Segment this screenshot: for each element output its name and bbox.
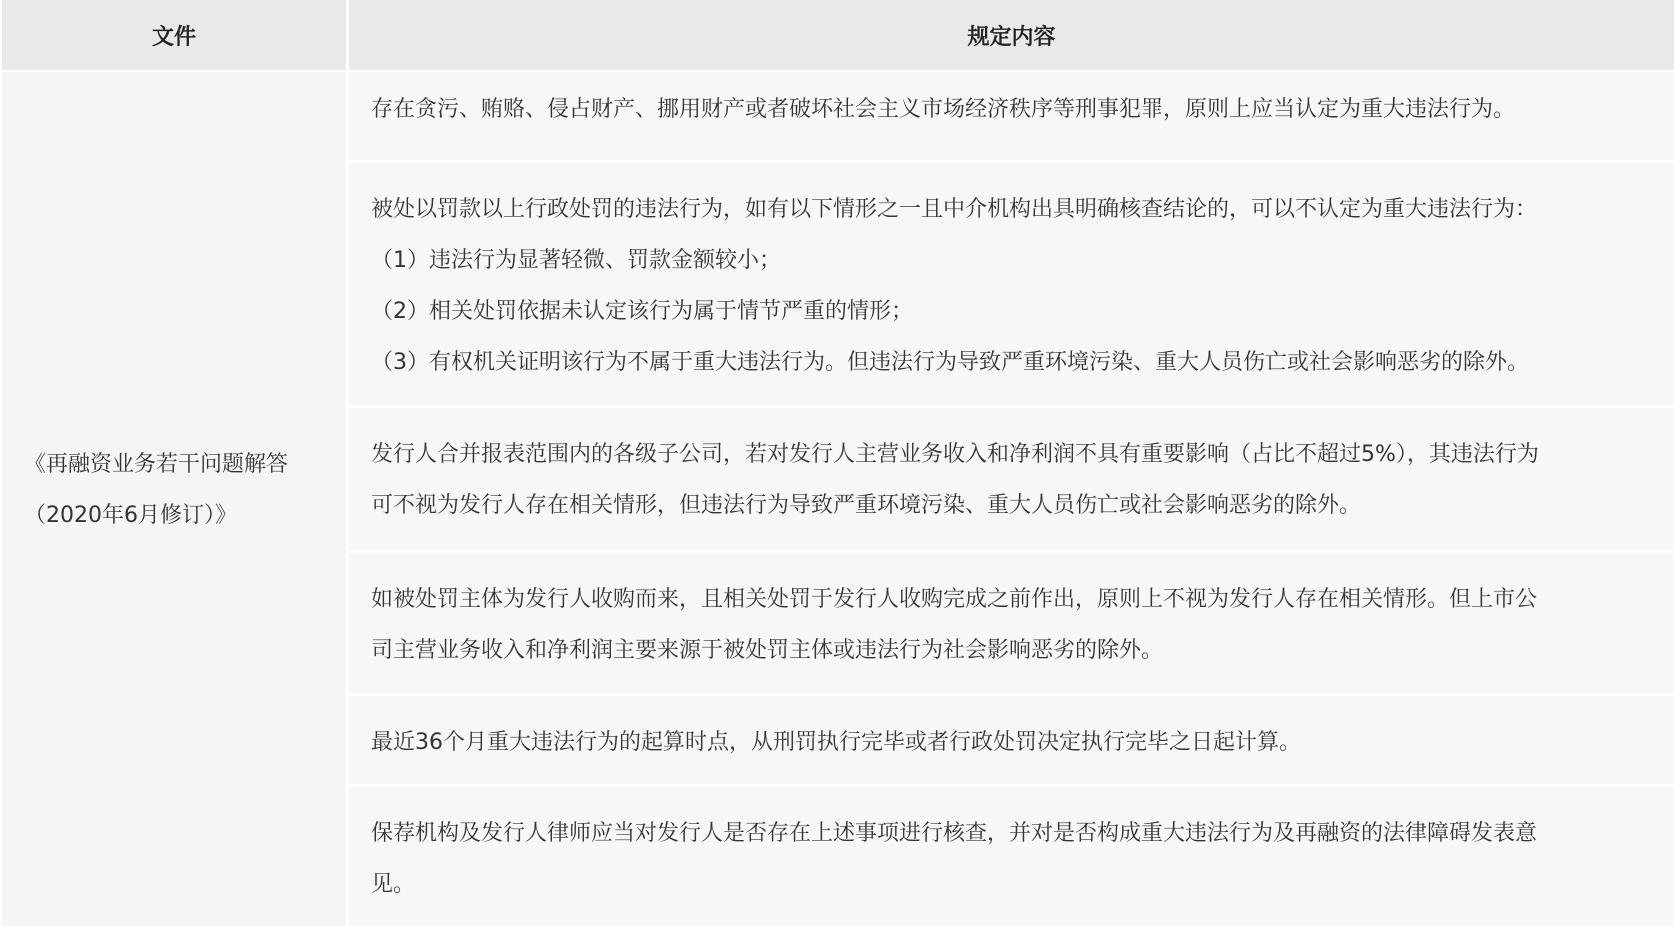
content-line: 被处以罚款以上行政处罚的违法行为，如有以下情形之一且中介机构出具明确核查结论的，可以不认定为重大违法行为：: [371, 197, 1538, 222]
document-cell: [2, 72, 346, 926]
content-line: （2）相关处罚依据未认定该行为属于情节严重的情形；: [371, 299, 913, 324]
content-line: 发行人合并报表范围内的各级子公司，若对发行人主营业务收入和净利润不具有重要影响（占比不超过5%），其违法行为: [371, 442, 1539, 467]
document-title-line: 《再融资业务若干问题解答: [24, 452, 289, 477]
content-row: [349, 408, 1674, 550]
table-header: [0, 0, 1674, 70]
content-row: [349, 163, 1674, 405]
header-content: 规定内容: [349, 0, 1674, 70]
content-row: [349, 787, 1674, 926]
content-line: 司主营业务收入和净利润主要来源于被处罚主体或违法行为社会影响恶劣的除外。: [371, 638, 1164, 663]
content-line: （1）违法行为显著轻微、罚款金额较小；: [371, 248, 781, 273]
content-row: [349, 696, 1674, 784]
content-row: [349, 553, 1674, 693]
content-line: 可不视为发行人存在相关情形，但违法行为导致严重环境污染、重大人员伤亡或社会影响恶劣的除外。: [371, 493, 1362, 518]
header-document: 文件: [2, 0, 346, 70]
document-title: [24, 439, 324, 541]
content-line: 存在贪污、贿赂、侵占财产、挪用财产或者破坏社会主义市场经济秩序等刑事犯罪，原则上应当认定为重大违法行为。: [371, 97, 1516, 122]
content-line: 保荐机构及发行人律师应当对发行人是否存在上述事项进行核查，并对是否构成重大违法行为及再融资的法律障碍发表意: [371, 821, 1538, 846]
document-title-line: （2020年6月修订）》: [24, 503, 237, 528]
content-line: 最近36个月重大违法行为的起算时点，从刑罚执行完毕或者行政处罚决定执行完毕之日起计算。: [371, 730, 1301, 755]
content-line: 见。: [371, 872, 416, 897]
content-line: （3）有权机关证明该行为不属于重大违法行为。但违法行为导致严重环境污染、重大人员伤亡或社会影响恶劣的除外。: [371, 350, 1530, 375]
content-row: [349, 72, 1674, 160]
content-line: 如被处罚主体为发行人收购而来，且相关处罚于发行人收购完成之前作出，原则上不视为发行人存在相关情形。但上市公: [371, 587, 1538, 612]
content-column: [349, 72, 1674, 926]
